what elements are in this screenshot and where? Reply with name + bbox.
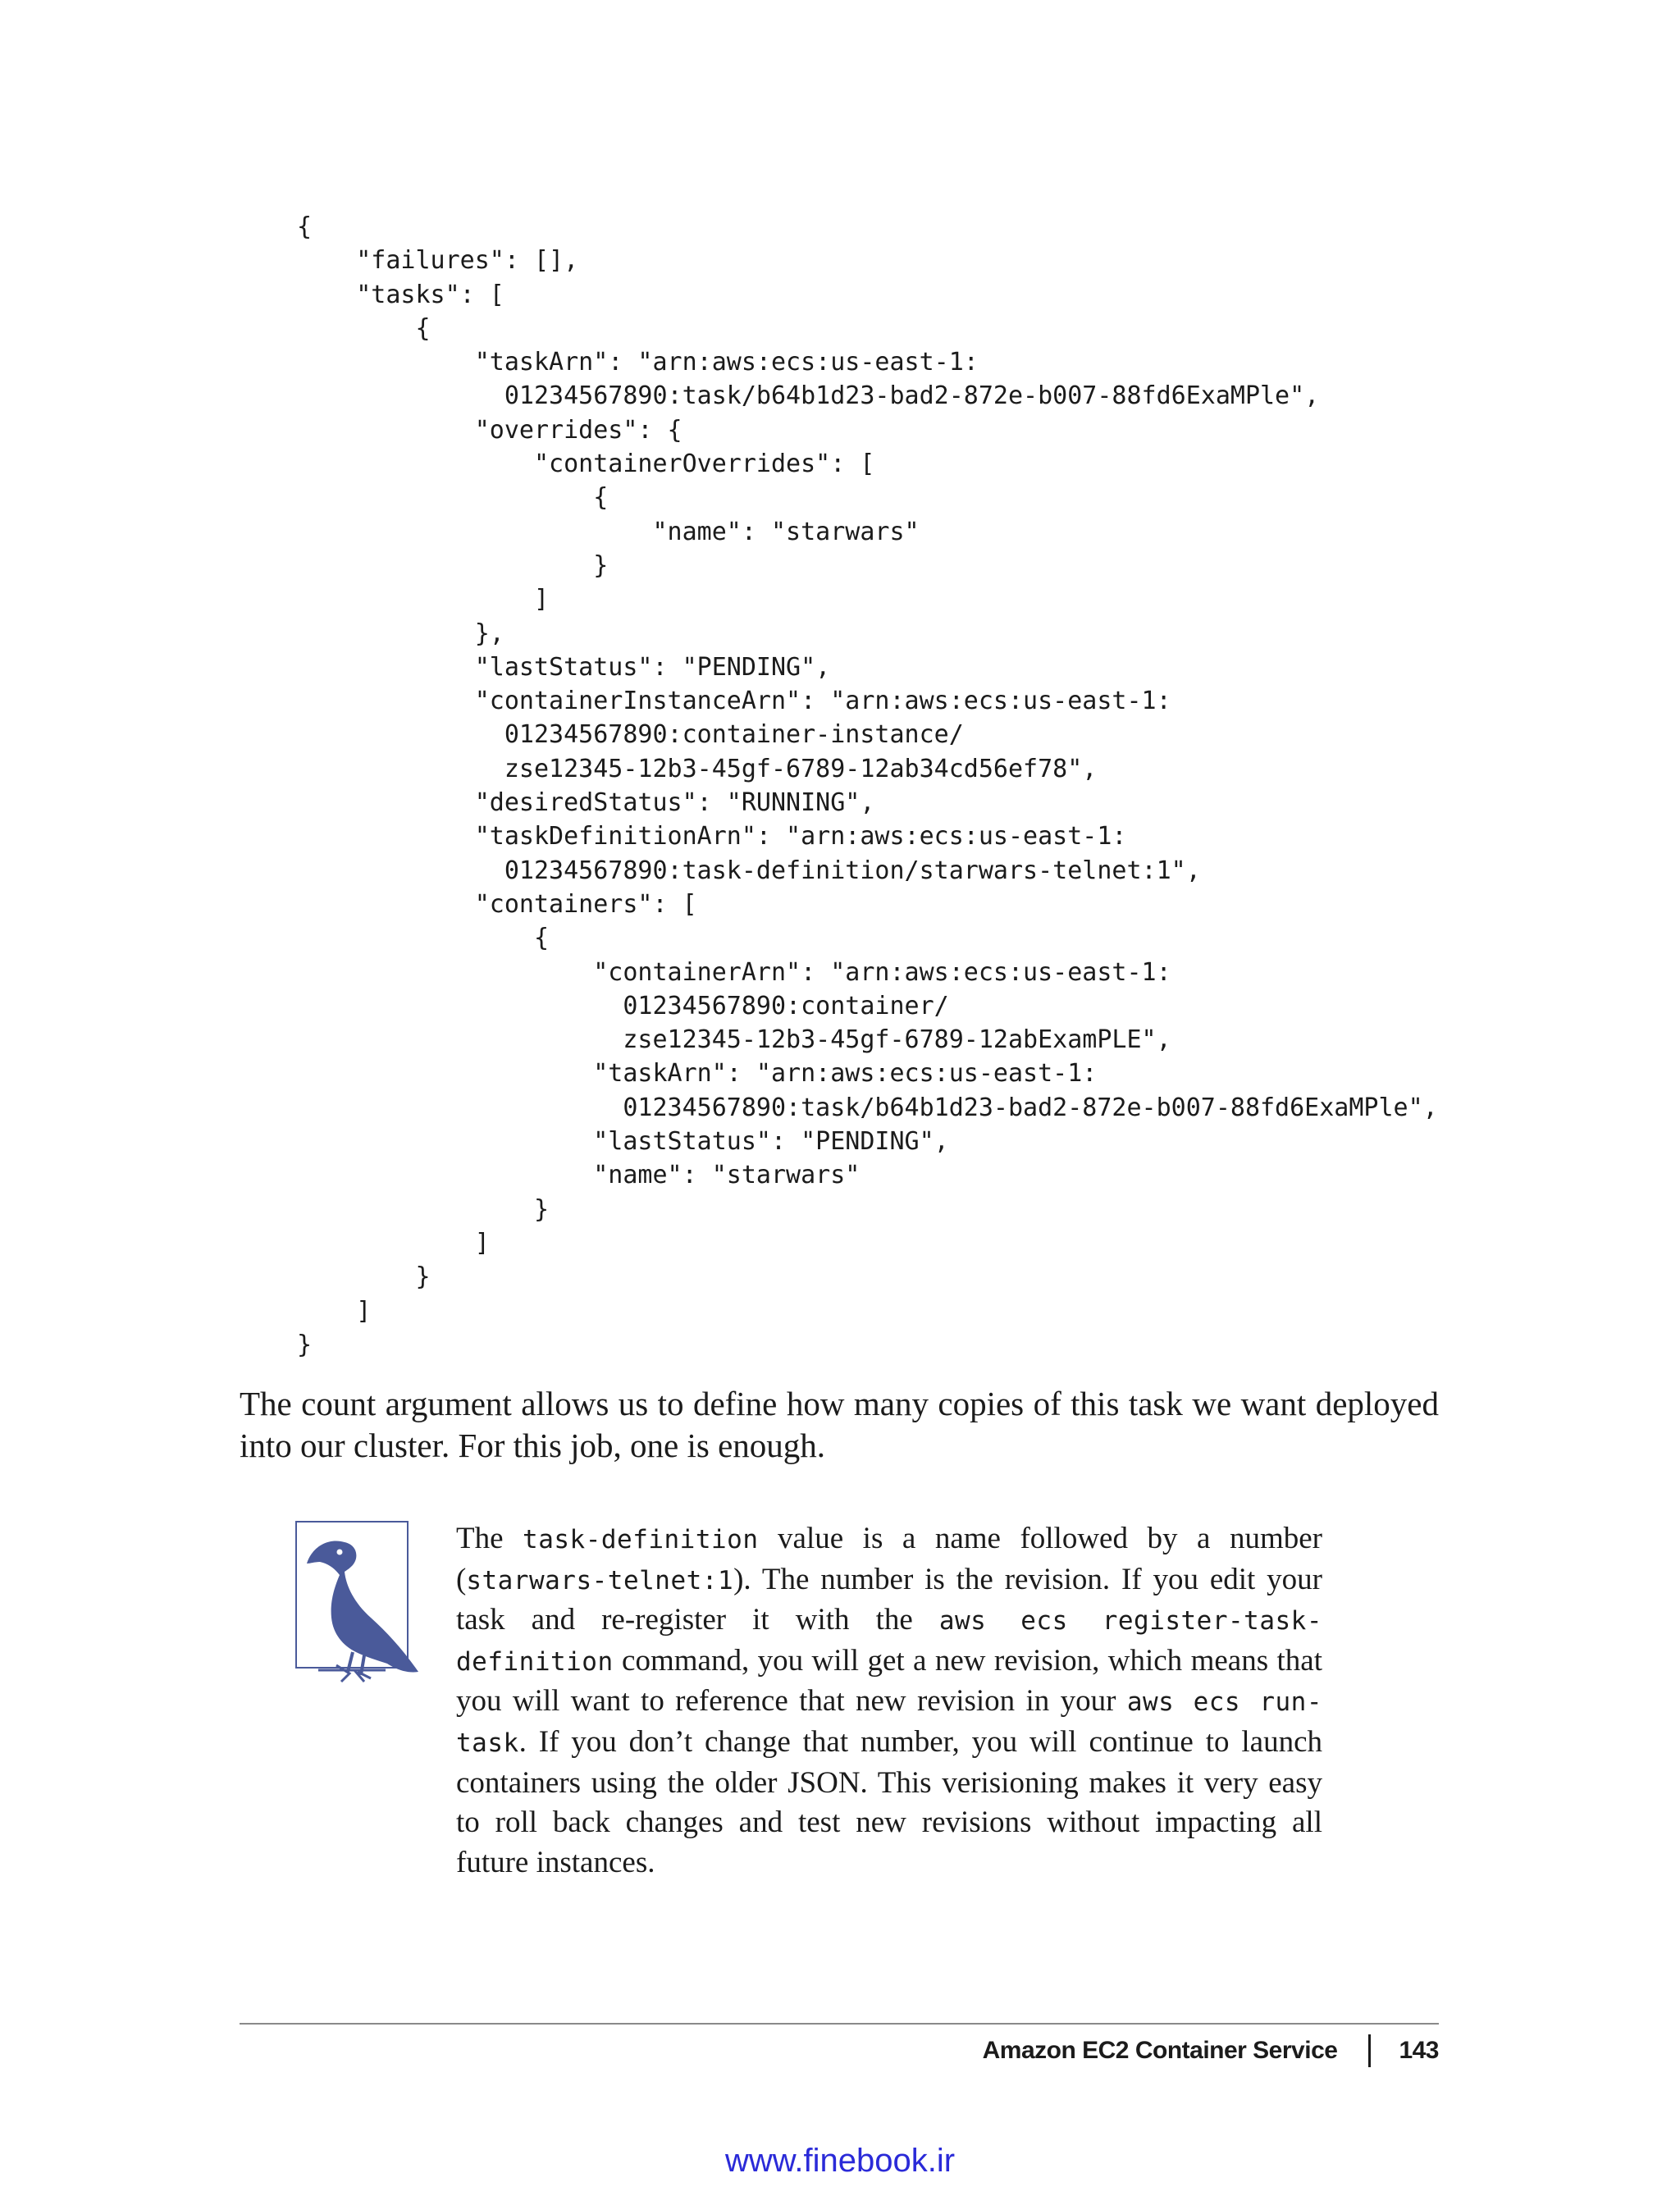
code-line: } — [297, 1262, 431, 1292]
code-line: "containerOverrides": [ — [297, 450, 875, 479]
tip-note — [456, 1519, 1322, 1883]
code-line: "lastStatus": "PENDING", — [297, 1127, 949, 1157]
note-text: The — [456, 1522, 523, 1555]
code-line: ] — [297, 1228, 490, 1258]
code-line: "taskArn": "arn:aws:ecs:us-east-1: — [297, 1059, 1098, 1089]
body-paragraph: The count argument allows us to define how many copies of this task we want deployed into our cluster. For this job, one is enough. — [240, 1385, 1439, 1464]
note-text: value is a name followed by a number ( — [456, 1522, 1322, 1596]
code-line: "taskArn": "arn:aws:ecs:us-east-1: — [297, 348, 979, 377]
code-line: { — [297, 313, 431, 343]
code-line: "containers": [ — [297, 889, 697, 919]
code-line: "lastStatus": "PENDING", — [297, 652, 831, 682]
code-line: ] — [297, 1296, 372, 1326]
code-line: } — [297, 1194, 550, 1224]
note-text: ). The number is the revision. If you edit your task and re-register it with the — [456, 1562, 1322, 1637]
code-line: "containerArn": "arn:aws:ecs:us-east-1: — [297, 957, 1171, 987]
code-line: 01234567890:container-instance/ — [297, 720, 964, 750]
code-line: "overrides": { — [297, 415, 682, 445]
code-line: 01234567890:task/b64b1d23-bad2-872e-b007-88fd6ExaMPle", — [297, 1093, 1438, 1122]
footer-separator — [1368, 2034, 1371, 2067]
code-line: 01234567890:container/ — [297, 991, 949, 1020]
code-line: "desiredStatus": "RUNNING", — [297, 788, 875, 818]
footer-rule — [240, 2023, 1439, 2025]
code-line: zse12345-12b3-45gf-6789-12ab34cd56ef78", — [297, 754, 1098, 783]
code-line: { — [297, 212, 313, 241]
watermark-link[interactable]: www.finebook.ir — [724, 2143, 956, 2179]
code-line: "taskDefinitionArn": "arn:aws:ecs:us-east-1: — [297, 822, 1127, 851]
code-line: "name": "starwars" — [297, 517, 920, 546]
page-number: 143 — [1399, 2037, 1439, 2064]
note-code: aws ecs register-task-definition — [456, 1606, 1322, 1677]
footer-section-title: Amazon EC2 Container Service — [982, 2037, 1338, 2064]
code-line: "tasks": [ — [297, 280, 504, 309]
code-line: "name": "starwars" — [297, 1161, 861, 1190]
code-line: ] — [297, 585, 550, 614]
code-line: } — [297, 1330, 313, 1359]
code-line: "containerInstanceArn": "arn:aws:ecs:us-east-1: — [297, 687, 1171, 716]
code-line: }, — [297, 619, 504, 648]
code-line: } — [297, 550, 609, 580]
note-text: command, you will get a new revision, which means that you will want to reference that new revision in your — [456, 1643, 1322, 1719]
json-code-block — [297, 210, 1438, 1362]
code-line: 01234567890:task/b64b1d23-bad2-872e-b007-88fd6ExaMPle", — [297, 381, 1320, 411]
code-line: 01234567890:task-definition/starwars-telnet:1", — [297, 856, 1201, 885]
code-line: { — [297, 483, 609, 513]
code-line: "failures": [], — [297, 246, 579, 276]
note-text: . If you don’t change that number, you will continue to launch containers using the older JSON. This verisioning makes it very easy to roll back changes and test new revisions without impacting all future instances. — [456, 1724, 1322, 1879]
code-line: { — [297, 924, 550, 953]
page-footer — [983, 2034, 1439, 2067]
note-code: task-definition — [523, 1525, 759, 1554]
note-code: aws ecs run-task — [456, 1687, 1323, 1758]
note-code: starwars-telnet:1 — [466, 1565, 734, 1596]
code-line: zse12345-12b3-45gf-6789-12abExamPLE", — [297, 1025, 1171, 1055]
bird-icon — [295, 1521, 427, 1688]
